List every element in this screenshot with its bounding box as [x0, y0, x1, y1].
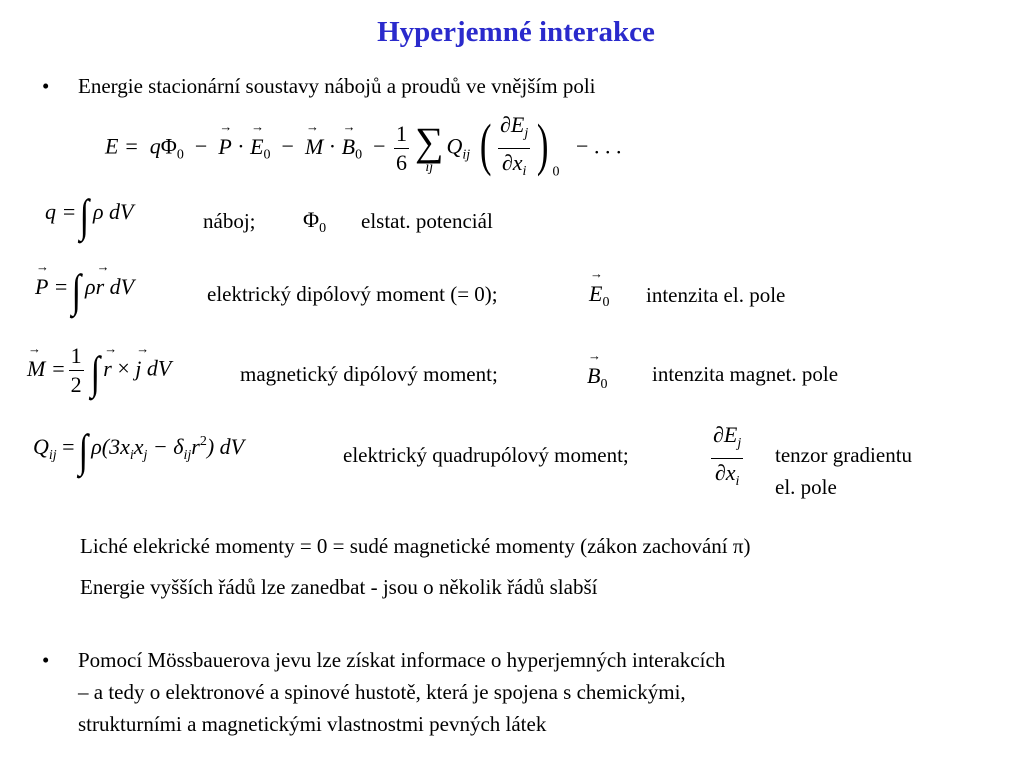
eq-dot: ·: [237, 133, 245, 159]
bullet-marker: •: [42, 648, 50, 672]
paren-sub: 0: [552, 164, 560, 180]
grad-den: ∂x: [714, 460, 736, 485]
eq-q: q: [149, 133, 161, 159]
Qij-r: r: [191, 434, 200, 459]
note-parity: Liché elekrické momenty = 0 = sudé magnetické momenty (zákon zachování π): [80, 534, 751, 558]
grad-num: ∂E: [713, 422, 738, 447]
deriv-num: ∂E: [500, 112, 525, 137]
field-label: intenzita el. pole: [646, 283, 786, 307]
grad-den-sub: i: [735, 474, 740, 489]
bullet2-line: – a tedy o elektronové a spinové hustotě, která je spojena s chemickými,: [78, 680, 686, 704]
magnetic-dipole-definition: [27, 343, 171, 398]
sum-sigma: ∑: [415, 118, 444, 164]
E-symbol: → E: [589, 281, 602, 307]
integral-sign: ∫: [90, 346, 100, 398]
Qij-sub: ij: [48, 448, 57, 463]
deriv-num-sub: j: [524, 126, 529, 141]
m-r: → r: [103, 356, 112, 382]
deriv-den: ∂x: [501, 150, 523, 175]
eq-lhs: E =: [105, 133, 139, 159]
eq-Q: Q: [446, 133, 463, 159]
eq-dots: − . . .: [576, 133, 622, 159]
Qij-sq: 2: [199, 434, 207, 449]
B-symbol: → B: [587, 363, 600, 389]
bfield-symbol: [587, 363, 607, 393]
m-times: ×: [117, 355, 130, 381]
integral-sign: ∫: [71, 265, 82, 316]
eq-E-sub: 0: [263, 147, 271, 163]
eq-M: → M: [305, 134, 323, 160]
integral-sign: ∫: [78, 425, 88, 476]
eq-sum: [415, 118, 444, 175]
eq-minus: −: [373, 133, 386, 159]
E-sub: 0: [602, 295, 610, 310]
m-j: → j: [135, 356, 141, 382]
eq-B-sub: 0: [355, 147, 363, 163]
eq-minus: −: [281, 133, 294, 159]
page-title: Hyperjemné interakce: [377, 16, 655, 48]
potential-label: elstat. potenciál: [361, 209, 493, 233]
bullet2-line: Pomocí Mössbauerova jevu lze získat informace o hyperjemných interakcích: [78, 648, 726, 672]
Qij-eq: =: [62, 434, 75, 459]
magnetic-dipole-label: magnetický dipólový moment;: [240, 362, 498, 386]
gradient-symbol: [708, 422, 746, 495]
bullet-text-1: Energie stacionární soustavy nábojů a proudů ve vnějším poli: [78, 74, 596, 98]
p-r: → r: [96, 274, 105, 300]
charge-label: náboj;: [203, 209, 256, 233]
bfield-label: intenzita magnet. pole: [652, 362, 839, 386]
m-frac-den: 2: [70, 372, 82, 397]
eq-E: → E: [250, 134, 263, 160]
m-frac-num: 1: [69, 343, 84, 371]
q-body: ρ dV: [92, 199, 134, 224]
eq-frac-num: 1: [394, 121, 409, 149]
quadrupole-definition: [33, 425, 245, 476]
integral-sign: ∫: [79, 190, 90, 241]
paren-left: (: [479, 111, 492, 177]
eq-frac-den: 6: [396, 150, 407, 175]
Qij-delta: − δ: [147, 434, 184, 459]
quadrupole-label: elektrický quadrupólový moment;: [343, 443, 629, 467]
B-sub: 0: [600, 377, 608, 392]
eq-derivative: [498, 112, 530, 185]
bullet2-line: strukturními a magnetickými vlastnostmi pevných látek: [78, 712, 547, 736]
Qij-body: ρ(3x: [91, 434, 130, 459]
m-lhs: → M =: [27, 356, 66, 382]
sum-index: ij: [425, 159, 434, 175]
energy-equation: [105, 112, 621, 185]
note-higher-orders: Energie vyšších řádů lze zanedbat - jsou o několik řádů slabší: [80, 575, 598, 599]
Qij-delta-sub: ij: [183, 448, 192, 463]
phi-sub: 0: [319, 221, 327, 236]
deriv-den-sub: i: [522, 164, 527, 179]
gradient-label-2: el. pole: [775, 475, 837, 499]
eq-dot: ·: [328, 133, 337, 159]
p-dv: dV: [109, 274, 135, 299]
potential-symbol: [303, 207, 326, 237]
Qij-lhs: Q: [33, 434, 49, 459]
eq-B: → B: [342, 134, 355, 160]
Qij-xj: j: [143, 448, 148, 463]
field-symbol: [589, 281, 609, 311]
eq-phi: Φ: [160, 133, 177, 159]
charge-definition: [45, 190, 134, 241]
phi-symbol: Φ: [303, 207, 320, 232]
Qij-xi: i: [129, 448, 134, 463]
bullet-text-2: [78, 647, 725, 743]
paren-right: ): [537, 111, 549, 177]
Qij-x: x: [133, 434, 144, 459]
eq-phi-sub: 0: [176, 147, 184, 163]
eq-minus: −: [194, 133, 208, 159]
p-rho: ρ: [85, 274, 96, 299]
eq-fraction: [394, 121, 409, 176]
grad-num-sub: j: [737, 436, 742, 451]
q-lhs: q =: [45, 199, 77, 224]
m-dv: dV: [146, 355, 172, 381]
dipole-label: elektrický dipólový moment (= 0);: [207, 282, 498, 306]
eq-Q-sub: ij: [462, 147, 471, 163]
p-lhs: → P =: [35, 274, 68, 300]
gradient-label-1: tenzor gradientu: [775, 443, 913, 467]
bullet-marker: •: [42, 74, 50, 98]
Qij-end: ) dV: [206, 434, 245, 459]
eq-P: → P: [218, 134, 231, 160]
dipole-definition: [35, 265, 135, 316]
